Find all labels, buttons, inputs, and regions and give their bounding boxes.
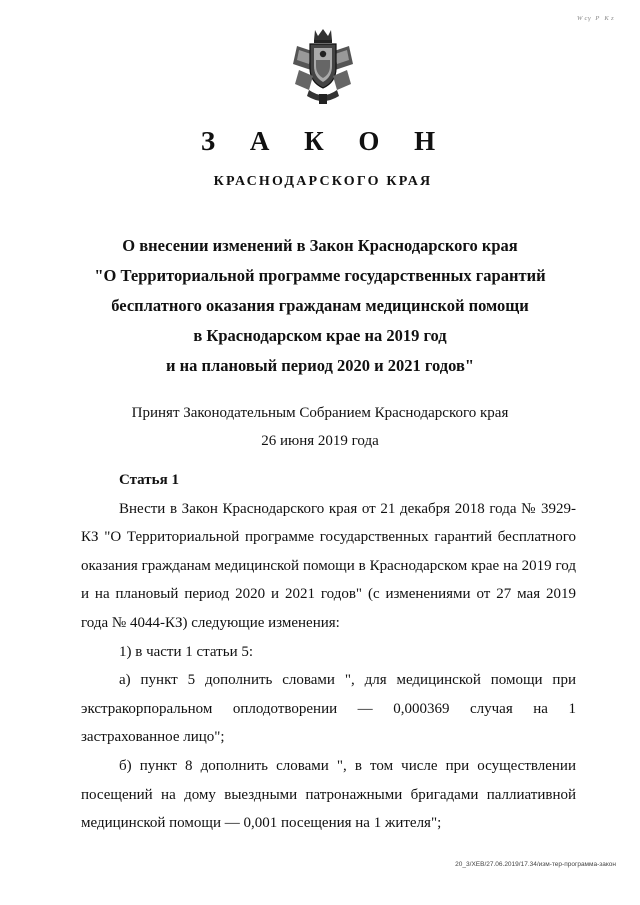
paragraph: а) пункт 5 дополнить словами ", для медицинской помощи при экстракорпоральном оплодотворении — 0,000369 случая на 1 застрахованное лицо"; xyxy=(81,672,576,746)
adoption-note xyxy=(0,399,640,455)
heading-line: О внесении изменений в Закон Краснодарского края xyxy=(122,236,518,255)
heading-line: и на плановый период 2020 и 2021 годов" xyxy=(165,356,475,375)
handwritten-mark: ᵂᶜᵞ ᴾ ᴷᶻ xyxy=(576,14,614,26)
heading-line: "О Территориальной программе государственных гарантий xyxy=(94,266,546,285)
law-title: З А К О Н xyxy=(200,126,450,156)
article-label: Статья 1 xyxy=(119,472,179,488)
law-body xyxy=(81,466,576,838)
paragraph: 1) в части 1 статьи 5: xyxy=(119,643,254,660)
adoption-date: 26 июня 2019 года xyxy=(261,433,379,449)
heading-line: бесплатного оказания гражданам медицинской помощи xyxy=(111,296,529,315)
paragraph: б) пункт 8 дополнить словами ", в том числе при осуществлении посещений на дому выездными патронажными бригадами паллиативной медицинской помощи — 0,001 посещения на 1 жителя"; xyxy=(81,757,576,832)
file-reference: 20_3/ХЕВ/27.06.2019/17.34/изм-тер-программа-закон xyxy=(455,861,616,868)
krasnodar-coat-of-arms-icon xyxy=(285,26,361,108)
law-heading xyxy=(0,231,640,381)
adoption-body: Принят Законодательным Собранием Краснодарского края xyxy=(131,405,509,421)
heading-line: в Краснодарском крае на 2019 год xyxy=(193,326,447,345)
region-title: КРАСНОДАРСКОГО КРАЯ xyxy=(213,174,433,189)
paragraph: Внести в Закон Краснодарского края от 21 декабря 2018 года № 3929-КЗ "О Территориальной программе государственных гарантий бесплатного оказания гражданам медицинской помощи в Краснодарском крае на 2019 год и на плановый период 2020 и 2021 годов" (с изменениями от 27 мая 2019 года № 4044-КЗ) следующие изменения: xyxy=(81,500,576,631)
